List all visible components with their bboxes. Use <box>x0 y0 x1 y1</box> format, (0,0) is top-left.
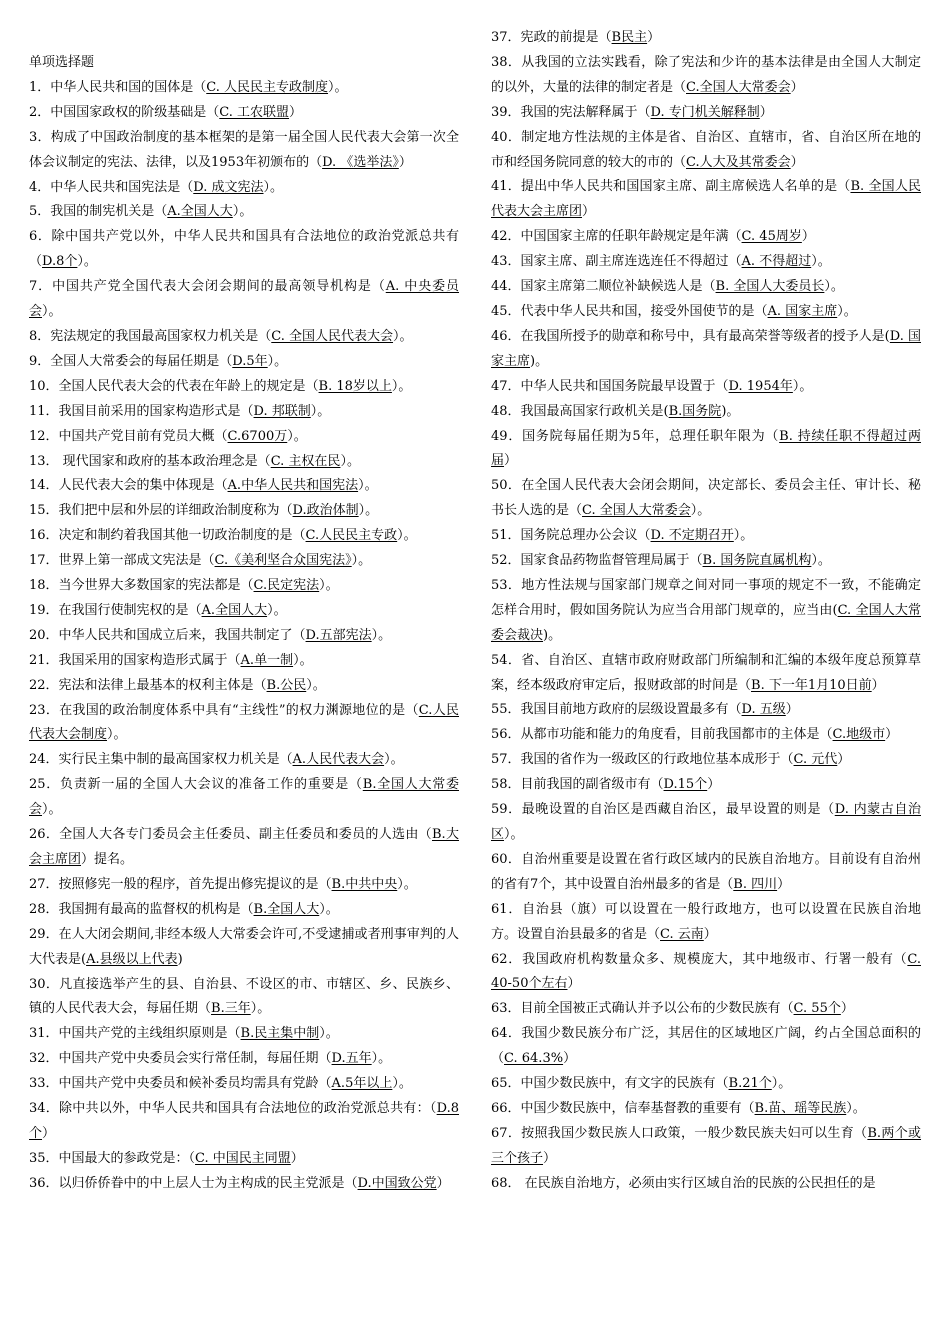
question-text: 5．我国的制宪机关是（ <box>29 204 168 220</box>
question-tail: ）。 <box>504 827 524 842</box>
question-tail: ）。 <box>397 876 417 892</box>
question-item <box>29 76 459 101</box>
question-text: 63．目前全国被正式确认并予以公布的少数民族有（ <box>491 1001 794 1017</box>
question-item <box>29 450 459 475</box>
answer-text: B. 全国人大委员长 <box>715 279 825 295</box>
question-tail: ）。 <box>393 328 413 344</box>
answer-text: C. 55个 <box>793 1001 841 1017</box>
question-item <box>29 748 459 773</box>
question-tail: ）。 <box>267 602 287 618</box>
answer-text: A.全国人大 <box>167 204 233 220</box>
answer-text: C.地级市 <box>832 727 886 743</box>
answer-text: C. 64.3% <box>504 1051 564 1067</box>
question-text: 3．构成了中国政治制度的基本框架的是第一届全国人民代表大会第一次全体会议制定的宪法、法律，以及1953年初颁布的（ <box>29 129 459 170</box>
question-item <box>29 350 459 375</box>
question-text: 67．按照我国少数民族人口政策，一般少数民族夫妇可以生育（ <box>491 1125 868 1141</box>
question-item <box>29 524 459 549</box>
answer-text: C.民定宪法 <box>253 578 320 594</box>
question-item <box>491 524 921 549</box>
question-tail: )。 <box>721 403 740 419</box>
answer-text: B.国务院 <box>668 403 722 419</box>
question-text: 46．在我国所授予的勋章和称号中，具有最高荣誉等级者的授予人是( <box>491 328 890 344</box>
question-tail: ）。 <box>232 204 253 220</box>
answer-text: A. 中央委员会 <box>29 279 459 320</box>
question-item <box>29 126 459 176</box>
question-text: 16．决定和制约着我国其他一切政治制度的是（ <box>29 528 306 544</box>
question-text: 15．我们把中层和外层的详细政治制度称为（ <box>29 503 293 519</box>
answer-text: C. 工农联盟 <box>219 104 290 120</box>
question-tail: )。 <box>543 627 562 643</box>
question-text: 4．中华人民共和国宪法是（ <box>29 179 194 195</box>
question-text: 48．我国最高国家行政机关是( <box>491 403 669 419</box>
question-tail: ）。 <box>371 1051 392 1067</box>
question-tail: ）。 <box>771 1076 792 1092</box>
answer-text: D.15个 <box>663 777 708 793</box>
answer-text: C. 主权在民 <box>270 453 341 469</box>
question-item <box>491 948 921 998</box>
question-item <box>29 773 459 823</box>
answer-text: B.民主集中制 <box>240 1026 320 1042</box>
answer-text: C. 全国人大常委会 <box>582 503 691 519</box>
question-text: 33．中国共产党中央委员和候补委员均需具有党龄（ <box>29 1076 332 1092</box>
question-item <box>491 225 921 250</box>
question-item <box>29 574 459 599</box>
question-text: 18．当今世界大多数国家的宪法都是（ <box>29 578 254 594</box>
question-item <box>491 26 921 51</box>
question-tail: ）。 <box>267 353 288 369</box>
question-item <box>29 101 459 126</box>
question-text: 31．中国共产党的主线组织原则是（ <box>29 1026 241 1042</box>
question-text: 59．最晚设置的自治区是西藏自治区，最早设置的则是（ <box>491 802 835 818</box>
question-item <box>29 649 459 674</box>
answer-text: C.人民民主专政 <box>305 528 398 544</box>
answer-text: D. 《选举法》 <box>322 154 399 170</box>
question-item <box>29 200 459 225</box>
question-item <box>491 325 921 375</box>
left-column <box>29 26 459 1197</box>
question-text: 60．自治州重要是设置在省行政区域内的民族自治地方。目前设有自治州的省有7个，其中设置自治州最多的省是（ <box>491 851 921 892</box>
question-item <box>29 1147 459 1172</box>
question-tail: ） <box>885 727 899 743</box>
question-text: 42．中国国家主席的任职年龄规定是年满（ <box>491 229 742 245</box>
question-tail: ） <box>289 104 303 120</box>
answer-text: B.全国人大常委会 <box>29 777 460 818</box>
question-item <box>491 1097 921 1122</box>
answer-text: B.两个或三个孩子 <box>491 1125 922 1166</box>
question-item <box>29 1047 459 1072</box>
question-text: 36．以归侨侨眷中的中上层人士为主构成的民主党派是（ <box>29 1175 358 1191</box>
answer-text: D. 不定期召开 <box>650 528 734 544</box>
answer-text: A.全国人大 <box>201 602 268 618</box>
question-item <box>29 823 459 873</box>
answer-text: B.三年 <box>211 1001 251 1017</box>
question-text: 53．地方性法规与国家部门规章之间对同一事项的规定不一致，不能确定怎样合用时，假如国务院认为应当合用部门规章的，应当由( <box>491 577 921 618</box>
question-text: 39．我国的宪法解释属于（ <box>491 104 651 120</box>
answer-text: C.全国人大常委会 <box>686 79 791 95</box>
question-item <box>29 275 459 325</box>
answer-text: D.5年 <box>232 353 268 369</box>
question-tail: ） <box>504 453 518 469</box>
answer-text: C. 元代 <box>793 752 838 768</box>
answer-text: D. 1954年 <box>728 378 793 394</box>
question-tail: ）。 <box>42 304 62 320</box>
question-item <box>29 1072 459 1097</box>
answer-text: A.单一制 <box>240 652 294 668</box>
question-item <box>491 126 921 176</box>
answer-text: C. 全国人大常委会裁决 <box>491 602 921 643</box>
question-item <box>491 101 921 126</box>
question-text: 12．中国共产党目前有党员大概（ <box>29 428 228 444</box>
question-item <box>491 997 921 1022</box>
question-text: 29．在人大闭会期间,非经本级人大常委会许可,不受逮捕或者刑事审判的人大代表是( <box>29 926 459 967</box>
answer-text: C.人民代表大会制度 <box>29 702 459 743</box>
answer-text: D.8个 <box>29 1101 459 1141</box>
question-item <box>29 400 459 425</box>
answer-text: B.苗、瑶等民族 <box>754 1100 847 1116</box>
question-text: 11．我国目前采用的国家构造形式是（ <box>29 403 254 419</box>
question-text: 10．全国人民代表大会的代表在年龄上的规定是（ <box>29 378 319 394</box>
question-tail: ）。 <box>77 254 97 270</box>
answer-text: B.21个 <box>728 1076 772 1092</box>
question-tail: ） <box>759 104 773 120</box>
question-tail: ）。 <box>392 1076 412 1092</box>
question-tail: ）。 <box>287 428 307 444</box>
question-text: 23．在我国的政治制度体系中具有“主线性”的权力渊源地位的是（ <box>29 702 419 718</box>
question-tail: ） <box>647 30 661 45</box>
question-item <box>29 624 459 649</box>
right-question-list <box>491 26 921 1197</box>
question-text: 13． 现代国家和政府的基本政治理念是（ <box>29 453 271 469</box>
question-tail: ）。 <box>310 403 331 419</box>
question-tail: ）。 <box>837 303 857 319</box>
question-text: 54．省、自治区、直辖市政府财政部门所编制和汇编的本级年度总预算草案，经本级政府审定后，报财政部的时间是（ <box>491 652 921 693</box>
question-tail: ） <box>785 702 799 718</box>
answer-text: B. 全国人民代表大会主席团 <box>491 179 921 220</box>
question-item <box>491 574 921 649</box>
answer-text: B.全国人大 <box>253 901 320 917</box>
question-text: 64．我国少数民族分布广泛，其居住的区域地区广阔，约占全国总面积的（ <box>491 1026 921 1067</box>
question-item <box>29 549 459 574</box>
question-item <box>491 1022 921 1072</box>
question-tail: ）。 <box>792 378 813 394</box>
question-item <box>491 175 921 225</box>
question-tail: ） <box>582 204 596 220</box>
question-item <box>29 325 459 350</box>
question-item <box>491 1072 921 1097</box>
question-text: 1．中华人民共和国的国体是（ <box>29 79 207 95</box>
question-item <box>29 699 459 749</box>
question-text: 20．中华人民共和国成立后来，我国共制定了（ <box>29 627 306 643</box>
question-text: 47．中华人民共和国国务院最早设置于（ <box>491 378 729 394</box>
answer-text: D.五部宪法 <box>305 627 372 643</box>
question-item <box>491 773 921 798</box>
question-item <box>29 474 459 499</box>
question-item <box>29 599 459 624</box>
answer-text: B. 国务院直属机构 <box>702 553 812 569</box>
question-tail: ）。 <box>107 727 127 743</box>
answer-text: B民主 <box>611 30 648 45</box>
question-text: 37．宪政的前提是（ <box>491 30 612 45</box>
answer-text: C. 40-50个左右 <box>491 951 921 992</box>
question-tail: ） <box>567 976 581 992</box>
question-text: 58．目前我国的副省级市有（ <box>491 777 664 793</box>
question-text: 14．人民代表大会的集中体现是（ <box>29 478 228 494</box>
question-item <box>29 375 459 400</box>
answer-text: B. 持续任职不得超过两届 <box>491 428 921 469</box>
question-tail: ）。 <box>42 802 62 818</box>
question-item <box>29 425 459 450</box>
question-tail: ）。 <box>824 279 844 295</box>
question-item <box>491 723 921 748</box>
question-text: 38．从我国的立法实践看，除了宪法和少许的基本法律是由全国人大制定的以外，大量的法律的制定者是（ <box>491 54 921 95</box>
question-item <box>29 1022 459 1047</box>
question-item <box>491 649 921 699</box>
question-tail: ）。 <box>384 752 404 768</box>
question-text: 61．自治县（旗）可以设置在一般行政地方，也可以设置在民族自治地方。设置自治县最多的省是（ <box>491 901 921 942</box>
question-text: 68． 在民族自治地方，必须由实行区域自治的民族的公民担任的是 <box>491 1175 876 1191</box>
question-text: 26．全国人大各专门委员会主任委员、副主任委员和委员的人选由（ <box>29 827 432 843</box>
question-text: 65．中国少数民族中，有文字的民族有（ <box>491 1076 729 1092</box>
answer-text: C. 中国民主同盟 <box>195 1150 291 1166</box>
question-item <box>29 973 459 1023</box>
question-tail: ）。 <box>293 652 313 668</box>
question-tail: ）。 <box>733 528 754 544</box>
left-question-list <box>29 76 459 1197</box>
question-tail: ）。 <box>306 677 326 693</box>
question-text: 44．国家主席第二顺位补缺候选人是（ <box>491 279 716 295</box>
question-item <box>491 275 921 300</box>
question-text: 66．中国少数民族中，信奉基督教的重要有（ <box>491 1100 755 1116</box>
question-tail: ）。 <box>846 1100 866 1116</box>
question-tail: ） <box>42 1125 56 1141</box>
answer-text: D. 内蒙古自治区 <box>491 802 921 842</box>
question-text: 49．国务院每届任期为5年，总理任职年限为（ <box>491 428 780 444</box>
question-text: 22．宪法和法律上最基本的权利主体是（ <box>29 677 267 693</box>
answer-text: A. 不得超过 <box>741 254 812 270</box>
question-tail: ）。 <box>391 378 412 394</box>
question-text: 41．提出中华人民共和国国家主席、副主席候选人名单的是（ <box>491 179 851 195</box>
answer-text: D.8个 <box>42 254 78 270</box>
question-item <box>29 1172 459 1197</box>
question-tail: ） <box>790 79 804 95</box>
question-tail: ）。 <box>811 553 831 569</box>
question-tail: ） <box>801 229 815 245</box>
question-tail: ）。 <box>371 627 392 643</box>
answer-text: D. 邦联制 <box>253 403 311 419</box>
question-text: 57．我国的省作为一级政区的行政地位基本成形于（ <box>491 752 794 768</box>
question-tail: ） <box>837 752 851 768</box>
question-tail: ） <box>563 1051 577 1067</box>
question-text: 7．中国共产党全国代表大会闭会期间的最高领导机构是（ <box>29 279 386 295</box>
question-tail: ）。 <box>319 901 339 917</box>
answer-text: B. 18岁以上 <box>318 378 392 394</box>
question-item <box>29 499 459 524</box>
question-tail: ）。 <box>351 553 372 569</box>
question-item <box>491 51 921 101</box>
answer-text: C. 云南 <box>660 926 704 942</box>
question-text: 40．制定地方性法规的主体是省、自治区、直辖市，省、自治区所在地的市和经国务院同意的较大的市的（ <box>491 129 921 170</box>
question-item <box>29 1097 459 1147</box>
answer-text: B. 四川 <box>733 876 778 892</box>
question-item <box>491 898 921 948</box>
answer-text: B.大会主席团 <box>29 827 460 867</box>
question-tail: ） <box>777 876 791 892</box>
question-text: 56．从都市功能和能力的角度看，目前我国都市的主体是（ <box>491 727 833 743</box>
answer-text: C.《美利坚合众国宪法》 <box>214 553 352 569</box>
section-title: 单项选择题 <box>29 55 95 70</box>
question-tail: ） <box>707 777 721 793</box>
question-text: 35．中国最大的参政党是：（ <box>29 1150 196 1166</box>
question-item <box>491 1122 921 1172</box>
answer-text: A.中华人民共和国宪法 <box>227 478 359 494</box>
question-item <box>29 674 459 699</box>
answer-text: D. 专门机关解释制 <box>650 104 760 120</box>
right-column <box>491 26 921 1197</box>
question-item <box>29 225 459 275</box>
question-tail: ） <box>398 154 412 170</box>
question-item <box>491 798 921 848</box>
question-item <box>491 474 921 524</box>
question-text: 43．国家主席、副主席连选连任不得超过（ <box>491 254 742 270</box>
answer-text: B.中共中央 <box>331 876 398 892</box>
question-text: 30．凡直接选举产生的县、自治县、不设区的市、市辖区、乡、民族乡、镇的人民代表大会，每届任期（ <box>29 976 459 1017</box>
question-tail: ）。 <box>358 503 379 519</box>
question-tail: ）。 <box>319 1026 339 1042</box>
question-tail: )。 <box>530 353 549 369</box>
question-text: 34．除中共以外，中华人民共和国具有合法地位的政治党派总共有：（ <box>29 1101 437 1117</box>
answer-text: A.县级以上代表 <box>86 951 178 967</box>
question-item <box>29 176 459 201</box>
question-text: 21．我国采用的国家构造形式属于（ <box>29 652 241 668</box>
question-tail: ）。 <box>811 254 831 270</box>
answer-text: D.政治体制 <box>292 503 359 519</box>
answer-text: C. 45周岁 <box>741 229 802 245</box>
question-item <box>491 375 921 400</box>
question-text: 8．宪法规定的我国最高国家权力机关是（ <box>29 328 272 344</box>
question-item <box>491 300 921 325</box>
question-tail: ） <box>290 1150 304 1166</box>
question-item <box>491 549 921 574</box>
question-text: 52．国家食品药物监督管理局属于（ <box>491 553 703 569</box>
question-tail: ）。 <box>397 528 417 544</box>
question-tail: ）提名。 <box>81 852 134 867</box>
question-text: 45．代表中华人民共和国，接受外国使节的是（ <box>491 303 768 319</box>
question-tail: ）。 <box>340 453 360 469</box>
question-tail: ） <box>703 926 717 942</box>
question-tail: ) <box>177 951 183 967</box>
question-tail: ）。 <box>328 79 348 95</box>
question-text: 6．除中国共产党以外，中华人民共和国具有合法地位的政治党派总共有（ <box>29 229 459 270</box>
answer-text: B.公民 <box>266 677 307 693</box>
answer-text: A. 国家主席 <box>767 303 838 319</box>
question-item <box>491 425 921 475</box>
question-text: 24．实行民主集中制的最高国家权力机关是（ <box>29 752 293 768</box>
answer-text: A.人民代表大会 <box>292 752 385 768</box>
question-tail: ）。 <box>263 179 284 195</box>
question-text: 51．国务院总理办公会议（ <box>491 528 651 544</box>
question-tail: ） <box>871 677 885 693</box>
question-tail: ） <box>436 1175 450 1191</box>
question-text: 17．世界上第一部成文宪法是（ <box>29 553 215 569</box>
answer-text: A.5年以上 <box>331 1076 393 1092</box>
question-tail: ）。 <box>358 478 378 494</box>
question-tail: ）。 <box>250 1001 271 1017</box>
answer-text: D. 五级 <box>741 702 786 718</box>
question-item <box>491 848 921 898</box>
question-text: 50．在全国人民代表大会闭会期间，决定部长、委员会主任、审计长、秘书长人选的是（ <box>491 478 921 519</box>
question-item <box>491 250 921 275</box>
answer-text: D.五年 <box>331 1051 372 1067</box>
question-item <box>491 400 921 425</box>
question-text: 32．中国共产党中央委员会实行常任制，每届任期（ <box>29 1051 332 1067</box>
question-item <box>29 923 459 973</box>
question-text: 62．我国政府机构数量众多、规模庞大，其中地级市、行署一般有（ <box>491 951 908 967</box>
question-item <box>491 748 921 773</box>
answer-text: C. 全国人民代表大会 <box>271 328 394 344</box>
answer-text: C.6700万 <box>227 428 288 444</box>
answer-text: C.人大及其常委会 <box>686 154 791 170</box>
answer-text: C. 人民民主专政制度 <box>206 79 329 95</box>
question-tail: ） <box>790 154 804 170</box>
question-text: 25．负责新一届的全国人大会议的准备工作的重要是（ <box>29 777 363 793</box>
question-tail: ） <box>543 1150 557 1166</box>
question-tail: ） <box>840 1001 854 1017</box>
question-item <box>491 1172 921 1197</box>
question-item <box>491 698 921 723</box>
question-text: 55．我国目前地方政府的层级设置最多有（ <box>491 702 742 718</box>
question-text: 9．全国人大常委会的每届任期是（ <box>29 353 233 369</box>
question-text: 2．中国国家政权的阶级基础是（ <box>29 104 220 120</box>
question-tail: ）。 <box>319 578 339 594</box>
answer-text: D.中国致公党 <box>357 1175 437 1191</box>
question-item <box>29 873 459 898</box>
question-text: 27．按照修宪一般的程序，首先提出修宪提议的是（ <box>29 876 332 892</box>
answer-text: D. 成文宪法 <box>193 179 264 195</box>
question-tail: ）。 <box>690 503 711 519</box>
question-text: 28．我国拥有最高的监督权的机构是（ <box>29 901 254 917</box>
answer-text: B. 下一年1月10日前 <box>751 677 872 693</box>
question-text: 19．在我国行使制宪权的是（ <box>29 602 202 618</box>
question-item <box>29 898 459 923</box>
answer-text: D. 国家主席 <box>491 328 921 369</box>
